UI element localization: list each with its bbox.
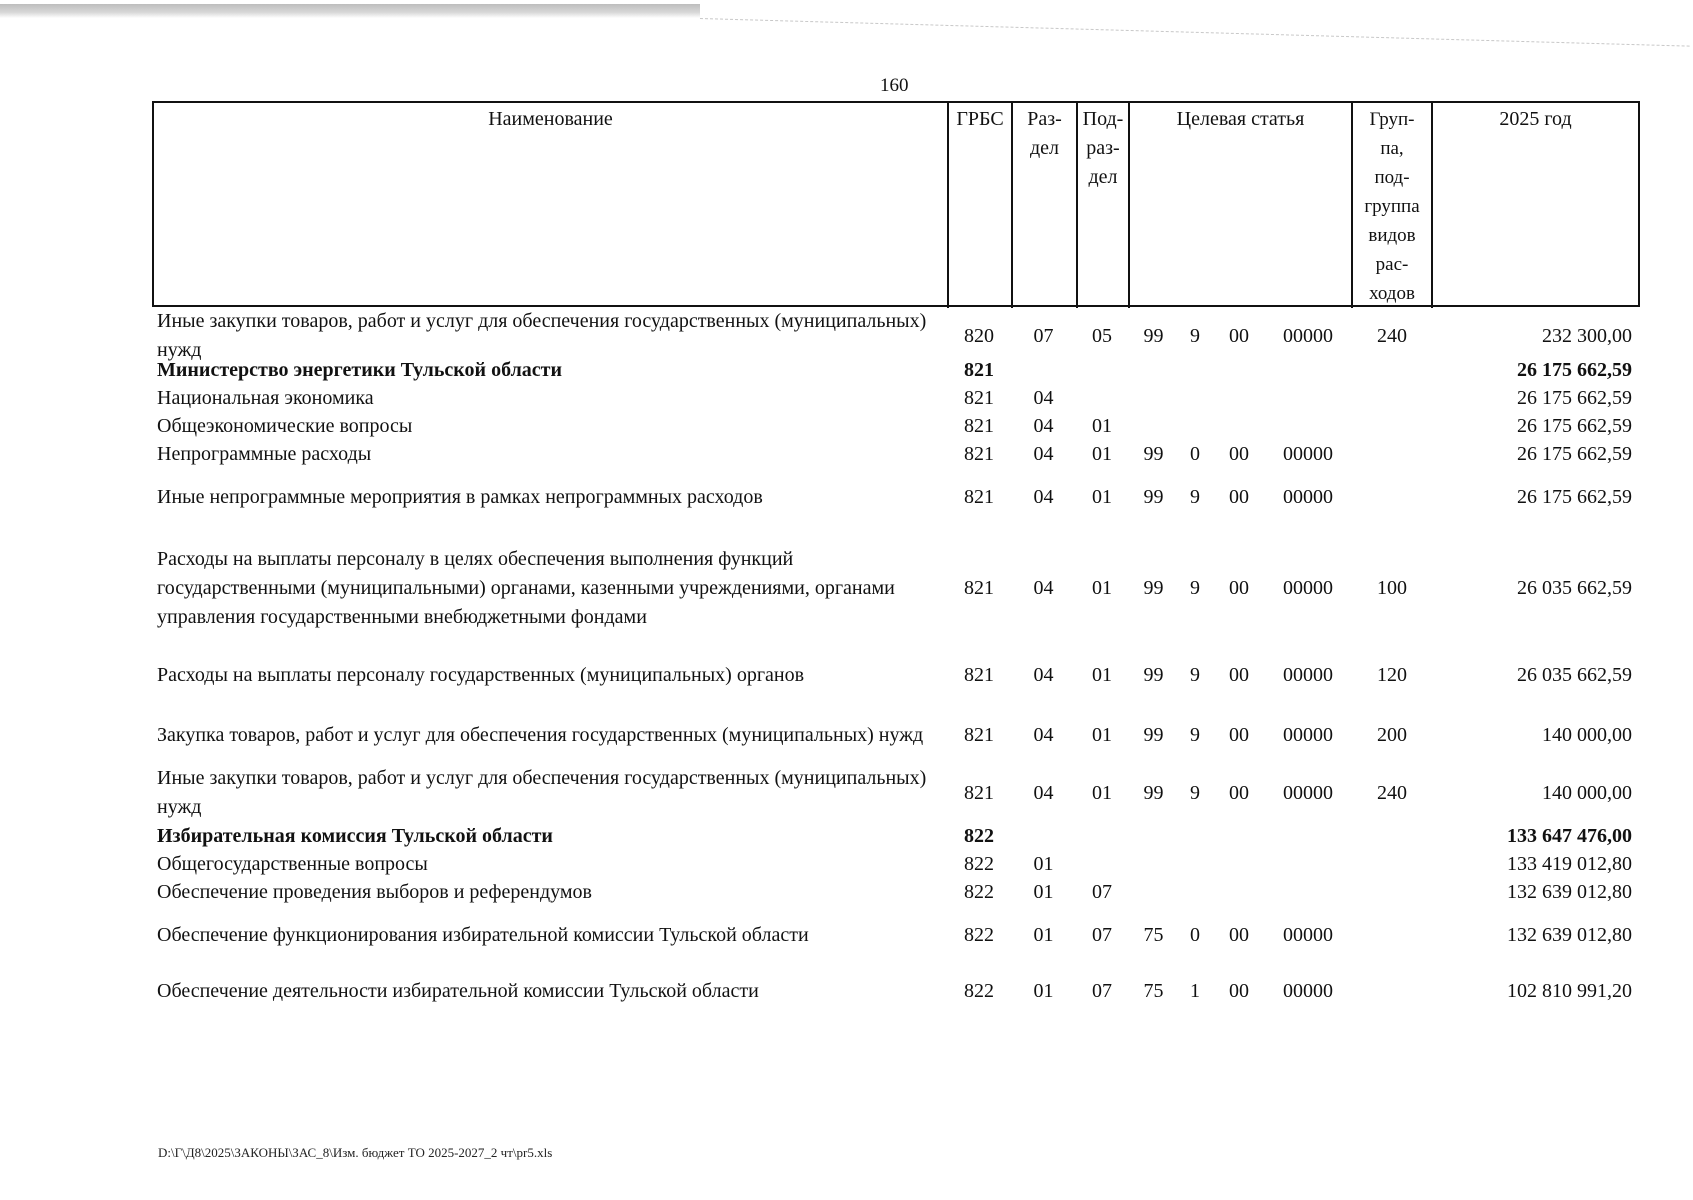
row-grbs: 822 bbox=[964, 825, 994, 847]
row-target-type: 9 bbox=[1190, 723, 1200, 746]
row-target-program: 99 bbox=[1143, 324, 1164, 347]
row-name: Расходы на выплаты персоналу государственных (муниципальных) органов bbox=[157, 663, 805, 686]
row-target-direction bbox=[1214, 384, 1264, 413]
row-target-direction: 00 bbox=[1229, 781, 1249, 804]
row-target-direction bbox=[1214, 878, 1264, 907]
row-grbs: 821 bbox=[964, 663, 994, 686]
row-name: Иные непрограммные мероприятия в рамках непрограммных расходов bbox=[157, 485, 763, 508]
header-group: Груп- па, под- группа видов рас- ходов bbox=[1353, 103, 1433, 308]
row-expense-group bbox=[1352, 384, 1432, 413]
row-podrazdel: 01 bbox=[1092, 723, 1112, 746]
header-grbs: ГРБС bbox=[949, 103, 1013, 308]
row-name: Непрограммные расходы bbox=[157, 443, 372, 465]
row-grbs: 822 bbox=[964, 881, 994, 903]
row-grbs: 821 bbox=[964, 485, 994, 508]
table-row bbox=[152, 472, 1640, 522]
row-name: Избирательная комиссия Тульской области bbox=[157, 825, 553, 847]
row-podrazdel: 01 bbox=[1092, 781, 1112, 804]
row-target-direction bbox=[1214, 412, 1264, 441]
row-target-direction: 00 bbox=[1229, 723, 1249, 746]
row-target-direction bbox=[1214, 850, 1264, 879]
row-target-code: 00000 bbox=[1283, 723, 1333, 746]
row-target-type bbox=[1176, 850, 1214, 879]
row-amount: 133 647 476,00 bbox=[1507, 825, 1632, 847]
row-grbs: 821 bbox=[964, 387, 994, 409]
row-target-type: 0 bbox=[1190, 443, 1200, 465]
row-amount: 140 000,00 bbox=[1542, 781, 1632, 804]
table-row bbox=[152, 356, 1640, 385]
row-target-direction: 00 bbox=[1229, 443, 1249, 465]
row-podrazdel: 07 bbox=[1092, 881, 1112, 903]
row-amount: 26 035 662,59 bbox=[1517, 663, 1632, 686]
file-path: D:\Г\Д8\2025\ЗАКОНЫ\ЗАС_8\Изм. бюджет ТО 2025-2027_2 чт\pr5.xls bbox=[158, 1145, 553, 1160]
table-row bbox=[152, 822, 1640, 851]
row-target-code bbox=[1264, 384, 1352, 413]
row-amount: 133 419 012,80 bbox=[1507, 853, 1632, 875]
row-target-code: 00000 bbox=[1283, 576, 1333, 599]
row-grbs: 821 bbox=[964, 443, 994, 465]
row-expense-group: 120 bbox=[1377, 663, 1407, 686]
row-podrazdel: 05 bbox=[1092, 324, 1112, 347]
row-podrazdel: 01 bbox=[1092, 576, 1112, 599]
row-amount: 26 175 662,59 bbox=[1517, 415, 1632, 437]
row-razdel: 04 bbox=[1033, 576, 1054, 599]
row-expense-group bbox=[1352, 966, 1432, 1016]
row-amount: 26 175 662,59 bbox=[1517, 485, 1632, 508]
row-target-program: 99 bbox=[1143, 443, 1164, 465]
header-name: Наименование bbox=[154, 103, 949, 308]
row-razdel: 04 bbox=[1033, 663, 1054, 686]
row-podrazdel bbox=[1076, 822, 1128, 851]
row-grbs: 820 bbox=[964, 324, 994, 347]
row-name: Министерство энергетики Тульской области bbox=[157, 359, 563, 381]
row-podrazdel: 01 bbox=[1092, 663, 1112, 686]
row-target-program bbox=[1131, 356, 1176, 385]
row-name: Общегосударственные вопросы bbox=[157, 853, 428, 875]
row-name: Национальная экономика bbox=[157, 387, 374, 409]
row-target-type bbox=[1176, 412, 1214, 441]
row-target-type: 9 bbox=[1190, 781, 1200, 804]
row-razdel bbox=[1011, 356, 1076, 385]
header-razdel: Раз- дел bbox=[1013, 103, 1078, 308]
table-row bbox=[152, 966, 1640, 1016]
row-grbs: 822 bbox=[964, 923, 994, 946]
row-target-direction: 00 bbox=[1229, 485, 1249, 508]
row-target-program: 75 bbox=[1143, 923, 1164, 946]
row-razdel: 01 bbox=[1033, 853, 1054, 875]
table-row bbox=[152, 538, 1640, 638]
row-target-code: 00000 bbox=[1283, 485, 1333, 508]
row-podrazdel: 01 bbox=[1092, 443, 1112, 465]
row-podrazdel bbox=[1076, 356, 1128, 385]
row-razdel: 07 bbox=[1033, 324, 1054, 347]
row-target-program bbox=[1131, 384, 1176, 413]
row-target-program: 99 bbox=[1143, 485, 1164, 508]
row-amount: 26 035 662,59 bbox=[1517, 576, 1632, 599]
header-target: Целевая статья bbox=[1130, 103, 1353, 308]
row-target-code: 00000 bbox=[1283, 923, 1333, 946]
row-target-program bbox=[1131, 850, 1176, 879]
row-amount: 132 639 012,80 bbox=[1507, 923, 1632, 946]
row-podrazdel: 01 bbox=[1092, 485, 1112, 508]
row-target-type bbox=[1176, 384, 1214, 413]
row-target-type: 1 bbox=[1190, 979, 1200, 1002]
row-expense-group: 240 bbox=[1377, 781, 1407, 804]
table-row bbox=[152, 878, 1640, 907]
row-target-type: 9 bbox=[1190, 485, 1200, 508]
row-target-type: 0 bbox=[1190, 923, 1200, 946]
scan-edge-line bbox=[700, 18, 1690, 47]
row-amount: 232 300,00 bbox=[1542, 324, 1632, 347]
row-target-type: 9 bbox=[1190, 576, 1200, 599]
row-target-code: 00000 bbox=[1283, 979, 1333, 1002]
row-target-code bbox=[1264, 356, 1352, 385]
row-grbs: 821 bbox=[964, 415, 994, 437]
row-amount: 140 000,00 bbox=[1542, 723, 1632, 746]
row-razdel: 01 bbox=[1033, 979, 1054, 1002]
row-expense-group bbox=[1352, 878, 1432, 907]
table-row bbox=[152, 764, 1640, 822]
row-target-program: 99 bbox=[1143, 576, 1164, 599]
row-name: Обеспечение проведения выборов и референдумов bbox=[157, 881, 592, 903]
scan-edge-shadow bbox=[0, 4, 700, 18]
row-target-direction bbox=[1214, 822, 1264, 851]
row-expense-group: 100 bbox=[1377, 576, 1407, 599]
row-target-program: 75 bbox=[1143, 979, 1164, 1002]
row-razdel bbox=[1011, 822, 1076, 851]
row-target-type bbox=[1176, 822, 1214, 851]
row-target-code bbox=[1264, 878, 1352, 907]
row-expense-group bbox=[1352, 472, 1432, 522]
row-expense-group bbox=[1352, 356, 1432, 385]
row-grbs: 822 bbox=[964, 979, 994, 1002]
row-amount: 132 639 012,80 bbox=[1507, 881, 1632, 903]
row-razdel: 04 bbox=[1033, 387, 1054, 409]
row-podrazdel bbox=[1076, 850, 1128, 879]
row-target-direction: 00 bbox=[1229, 663, 1249, 686]
row-grbs: 822 bbox=[964, 853, 994, 875]
header-year: 2025 год bbox=[1499, 108, 1572, 130]
row-expense-group bbox=[1352, 850, 1432, 879]
row-razdel: 04 bbox=[1033, 415, 1054, 437]
row-target-type bbox=[1176, 356, 1214, 385]
row-target-code bbox=[1264, 822, 1352, 851]
row-target-type: 9 bbox=[1190, 663, 1200, 686]
table-row bbox=[152, 850, 1640, 879]
row-target-program: 99 bbox=[1143, 781, 1164, 804]
row-amount: 26 175 662,59 bbox=[1517, 443, 1632, 465]
row-podrazdel bbox=[1076, 384, 1128, 413]
table-row bbox=[152, 650, 1640, 700]
table-row bbox=[152, 384, 1640, 413]
row-podrazdel: 07 bbox=[1092, 923, 1112, 946]
row-name: Закупка товаров, работ и услуг для обеспечения государственных (муниципальных) нужд bbox=[157, 723, 924, 746]
row-target-code: 00000 bbox=[1283, 663, 1333, 686]
header-podrazdel: Под- раз- дел bbox=[1078, 103, 1130, 308]
row-name: Общеэкономические вопросы bbox=[157, 415, 413, 437]
row-razdel: 04 bbox=[1033, 485, 1054, 508]
row-expense-group bbox=[1352, 822, 1432, 851]
table-row bbox=[152, 706, 1640, 764]
row-target-code: 00000 bbox=[1283, 781, 1333, 804]
row-grbs: 821 bbox=[964, 576, 994, 599]
row-grbs: 821 bbox=[964, 781, 994, 804]
table-row bbox=[152, 910, 1640, 960]
row-target-code bbox=[1264, 850, 1352, 879]
row-amount: 102 810 991,20 bbox=[1507, 979, 1632, 1002]
row-target-code: 00000 bbox=[1283, 443, 1333, 465]
row-target-direction: 00 bbox=[1229, 576, 1249, 599]
row-razdel: 01 bbox=[1033, 923, 1054, 946]
row-target-program: 99 bbox=[1143, 663, 1164, 686]
row-podrazdel: 01 bbox=[1092, 415, 1112, 437]
row-name: Иные закупки товаров, работ и услуг для обеспечения государственных (муниципальных) нужд bbox=[157, 767, 927, 818]
row-grbs: 821 bbox=[964, 723, 994, 746]
table-header bbox=[152, 101, 1640, 307]
row-expense-group bbox=[1352, 910, 1432, 960]
row-expense-group bbox=[1352, 440, 1432, 469]
row-target-direction: 00 bbox=[1229, 923, 1249, 946]
row-amount: 26 175 662,59 bbox=[1517, 387, 1632, 409]
row-target-direction bbox=[1214, 356, 1264, 385]
row-target-direction: 00 bbox=[1229, 979, 1249, 1002]
row-target-program: 99 bbox=[1143, 723, 1164, 746]
row-grbs: 821 bbox=[964, 359, 994, 381]
row-name: Обеспечение функционирования избирательной комиссии Тульской области bbox=[157, 923, 809, 946]
row-target-type: 9 bbox=[1190, 324, 1200, 347]
row-name: Обеспечение деятельности избирательной комиссии Тульской области bbox=[157, 979, 759, 1002]
row-target-program bbox=[1131, 822, 1176, 851]
row-razdel: 04 bbox=[1033, 443, 1054, 465]
table-row bbox=[152, 440, 1640, 469]
page-number: 160 bbox=[880, 75, 909, 96]
row-target-program bbox=[1131, 878, 1176, 907]
row-expense-group bbox=[1352, 412, 1432, 441]
row-podrazdel: 07 bbox=[1092, 979, 1112, 1002]
row-name: Расходы на выплаты персоналу в целях обеспечения выполнения функций государственными (муниципальными) органами, казенными учреждениями, органами управления государственными внебюджетными фондами bbox=[157, 547, 895, 628]
row-razdel: 01 bbox=[1033, 881, 1054, 903]
row-expense-group: 240 bbox=[1377, 324, 1407, 347]
row-target-type bbox=[1176, 878, 1214, 907]
row-razdel: 04 bbox=[1033, 723, 1054, 746]
row-target-code bbox=[1264, 412, 1352, 441]
row-target-direction: 00 bbox=[1229, 324, 1249, 347]
row-name: Иные закупки товаров, работ и услуг для обеспечения государственных (муниципальных) нужд bbox=[157, 310, 927, 361]
table-row bbox=[152, 412, 1640, 441]
row-amount: 26 175 662,59 bbox=[1517, 359, 1632, 381]
row-razdel: 04 bbox=[1033, 781, 1054, 804]
row-target-program bbox=[1131, 412, 1176, 441]
row-expense-group: 200 bbox=[1377, 723, 1407, 746]
row-target-code: 00000 bbox=[1283, 324, 1333, 347]
